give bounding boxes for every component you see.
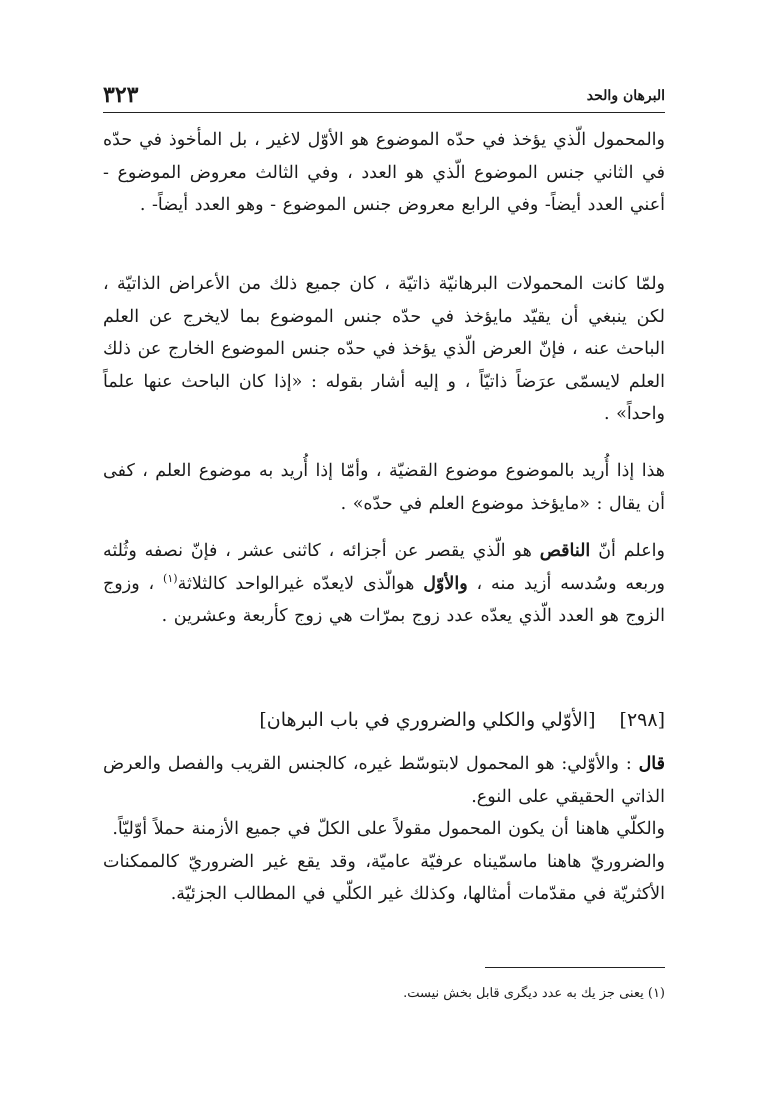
- p4-text-d: ، وزوج الزوج هو العدد الّذي يعدّه عدد زوج بمرّات هي زوج كأربعة وعشرين .: [103, 573, 665, 626]
- running-title: البرهان والحد: [586, 88, 665, 104]
- paragraph-1-block: [103, 124, 665, 222]
- p4-text-c: هوالّذى لايعدّه غيرالواحد كالثلاثة: [177, 573, 424, 594]
- section-heading: [103, 704, 665, 736]
- section-number: [٢٩٨]: [619, 709, 665, 731]
- footnote-divider: [485, 967, 665, 968]
- page-header: [103, 80, 665, 110]
- paragraph-2: ولمّا كانت المحمولات البرهانيّة ذاتيّة ، كان جميع ذلك من الأعراض الذاتيّة ، لكن ينبغي أن يقيّد مايؤخذ في حدّه جنس الموضوع بما لايخرج عن العلم الباحث عنه ، فإنّ العرض الّذي يؤخذ في حدّه جنس الموضوع الخارج عن ذلك العلم لايسمّى عرَضاً ذاتيّاً ، و إليه أشار بقوله : «إذا كان الباحث عنها علماً واحداً» .: [103, 274, 665, 424]
- paragraph-4-block: [103, 535, 665, 633]
- page-number: ٣٢٣: [103, 82, 139, 108]
- p4-text-a: واعلم أنّ: [590, 541, 665, 561]
- section-paragraph-1: [103, 748, 665, 813]
- qala-marker: قال: [638, 754, 665, 774]
- p4-term-awwal: والأوّل: [423, 573, 468, 594]
- footnote-marker[interactable]: (١): [163, 571, 178, 585]
- section-paragraph-2: والكلّي هاهنا أن يكون المحمول مقولاً على الكلّ في جميع الأزمنة حملاً أوّليّاً.: [112, 819, 665, 839]
- paragraph-3-block: [103, 455, 665, 520]
- footnote: (١) يعنى جز يك به عدد ديگرى قابل بخش نيست.: [403, 986, 665, 1001]
- section-paragraph-3: والضروريّ هاهنا ماسمّيناه عرفيّة عاميّة، وقد يقع غير الضروريّ كالممكنات الأكثريّة في مقدّمات أمثالها، وكذلك غير الكلّي في المطالب الجزئيّة.: [103, 851, 665, 904]
- p4-text-b: هو الّذي يقصر عن أجزائه ، كاثنى عشر ، فإنّ نصفه وثُلثه وربعه وسُدسه أزيد منه ،: [103, 541, 666, 594]
- paragraph-4: [103, 535, 665, 633]
- section-body: [103, 748, 665, 911]
- header-divider: [103, 112, 665, 113]
- paragraph-2-block: [103, 268, 665, 431]
- paragraph-3: هذا إذا أُريد بالموضوع موضوع القضيّة ، وأمّا إذا أُريد به موضوع العلم ، كفى أن يقال : «مايؤخذ موضوع العلم في حدّه» .: [103, 461, 665, 514]
- section-p1-text: : والأوّلي: هو المحمول لابتوسّط غيره، كالجنس القريب والفصل والعرض الذاتي الحقيقي على النوع.: [103, 754, 665, 807]
- paragraph-1: والمحمول الّذي يؤخذ في حدّه الموضوع هو الأوّل لاغير ، بل المأخوذ في حدّه في الثاني جنس الموضوع الّذي هو العدد ، وفي الثالث معروض الموضوع - أعني العدد أيضاً- وفي الرابع معروض جنس الموضوع - وهو العدد أيضاً- .: [103, 130, 665, 215]
- section-title: [الأوّلي والكلي والضروري في باب البرهان]: [259, 709, 596, 731]
- p4-term-naqis: الناقص: [539, 541, 591, 561]
